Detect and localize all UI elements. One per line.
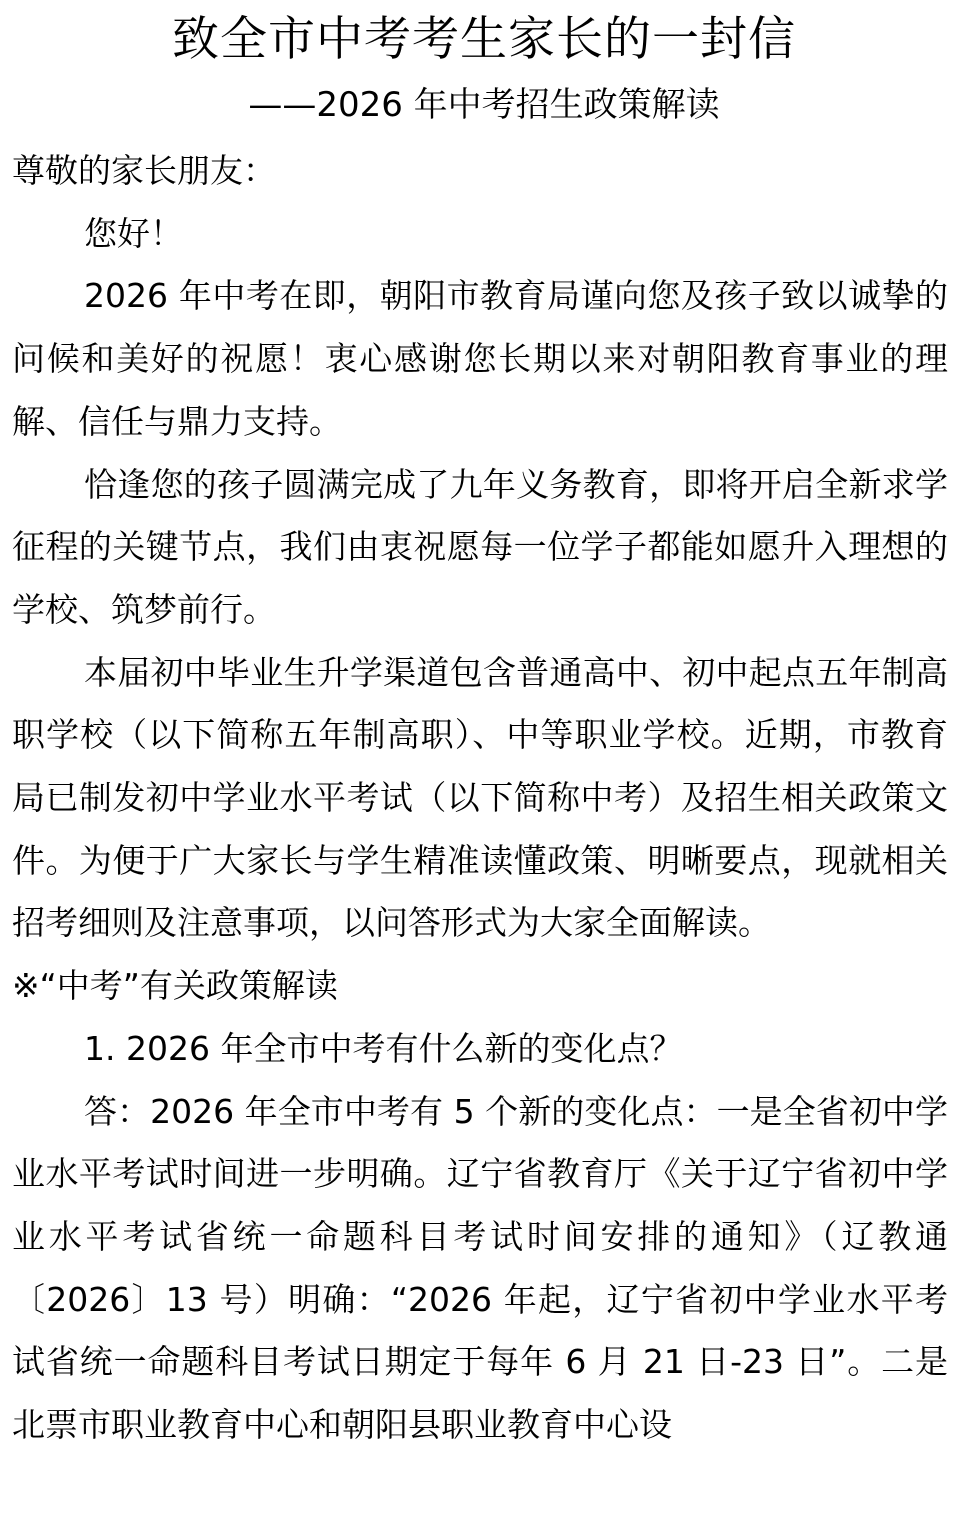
question-1: 1. 2026 年全市中考有什么新的变化点？ [84, 1028, 683, 1068]
paragraph-policy-overview: 本届初中毕业生升学渠道包含普通高中、初中起点五年制高职学校（以下简称五年制高职）、中等职业学校。近期，市教育局已制发初中学业水平考试（以下简称中考）及招生相关政策文件。为便于广大家长与学生精准读懂政策、明晰要点，现就相关招考细则及注意事项，以问答形式为大家全面解读。 [12, 652, 948, 943]
salutation: 尊敬的家长朋友： [12, 151, 276, 190]
letter-body [12, 140, 948, 1457]
section-heading: ※“中考”有关政策解读 [12, 966, 338, 1006]
greeting: 您好！ [84, 213, 183, 253]
paragraph-wishes: 恰逢您的孩子圆满完成了九年义务教育，即将开启全新求学征程的关键节点，我们由衷祝愿每一位学子都能如愿升入理想的学校、筑梦前行。 [12, 464, 948, 629]
answer-1: 答：2026 年全市中考有 5 个新的变化点：一是全省初中学业水平考试时间进一步明确。辽宁省教育厅《关于辽宁省初中学业水平考试省统一命题科目考试时间安排的通知》（辽教通〔2026〕13 号）明确：“2026 年起，辽宁省初中学业水平考试省统一命题科目考试日期定于每年 6 月 21 日-23 日”。二是北票市职业教育中心和朝阳县职业教育中心设 [12, 1091, 948, 1445]
letter-subtitle: ——2026 年中考招生政策解读 [248, 85, 720, 125]
paragraph-intro: 2026 年中考在即，朝阳市教育局谨向您及孩子致以诚挚的问候和美好的祝愿！衷心感谢您长期以来对朝阳教育事业的理解、信任与鼎力支持。 [12, 276, 948, 441]
letter-title: 致全市中考考生家长的一封信 [172, 12, 796, 67]
